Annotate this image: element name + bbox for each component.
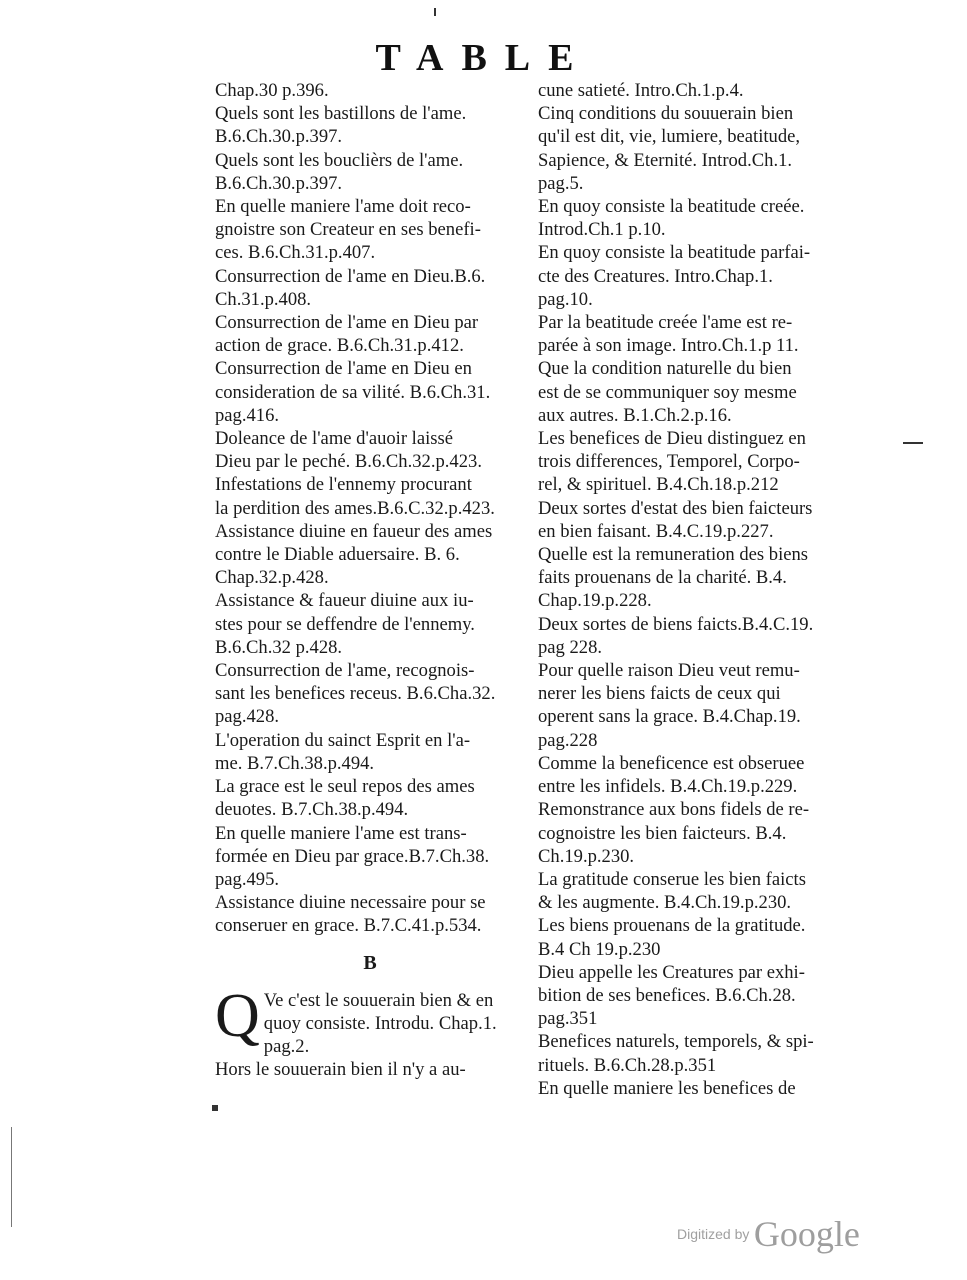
entry-line: cte des Creatures. Intro.Chap.1. (538, 265, 773, 287)
entry-line: parée à son image. Intro.Ch.1.p 11. (538, 335, 799, 357)
entry-line: formée en Dieu par grace.B.7.Ch.38. (215, 845, 490, 867)
index-entry (215, 589, 525, 659)
scan-mark (903, 442, 923, 444)
index-entry (538, 659, 856, 752)
entry-line: Les biens prouenans de la gratitude. (538, 915, 806, 937)
entry-line: Remonstrance aux bons fidels de re- (538, 799, 810, 821)
entry-line: Consurrection de l'ame, recognois- (215, 660, 475, 682)
page-title: TABLE (375, 37, 592, 79)
entry-line: & les augmente. B.4.Ch.19.p.230. (538, 892, 792, 914)
entry-line: Ch.19.p.230. (538, 845, 635, 867)
dropcap-line: quoy consiste. Introdu. Chap.1. (263, 1012, 497, 1034)
entry-line: Consurrection de l'ame en Dieu par (215, 312, 479, 334)
right-column (538, 79, 856, 1100)
index-entry (215, 891, 525, 937)
entry-line: pag.10. (538, 288, 593, 310)
entry-line: Assistance diuine necessaire pour se (215, 892, 486, 914)
entry-line: Assistance diuine en faueur des ames (215, 520, 493, 542)
left-entries-bottom (215, 1035, 525, 1081)
entry-line: aux autres. B.1.Ch.2.p.16. (538, 404, 732, 426)
entry-line: Chap.32.p.428. (215, 567, 329, 589)
entry-line: La grace est le seul repos des ames (215, 776, 475, 798)
entry-line: rel, & spirituel. B.4.Ch.18.p.212 (538, 474, 779, 496)
entry-line: en bien faisant. B.4.C.19.p.227. (538, 520, 774, 542)
scan-mark (11, 1127, 12, 1227)
entry-line: rituels. B.6.Ch.28.p.351 (538, 1054, 717, 1076)
entry-line: Que la condition naturelle du bien (538, 358, 792, 380)
entry-line: L'operation du sainct Esprit en l'a- (215, 729, 471, 751)
entry-line: pag.351 (538, 1008, 598, 1030)
entry-line: Les benefices de Dieu distinguez en (538, 428, 806, 450)
entry-line: action de grace. B.6.Ch.31.p.412. (215, 335, 464, 357)
scan-mark (434, 8, 436, 16)
index-entry (538, 914, 856, 960)
index-entry (215, 79, 525, 102)
entry-line: Pour quelle raison Dieu veut remu- (538, 660, 800, 682)
left-entries (215, 79, 525, 938)
entry-line: entre les infidels. B.4.Ch.19.p.229. (538, 776, 798, 798)
index-entry (538, 79, 856, 102)
entry-line: En quelle maniere l'ame doit reco- (215, 196, 471, 218)
entry-line: Deux sortes d'estat des bien faicteurs (538, 497, 813, 519)
entry-line: Quels sont les bouclièrs de l'ame. (215, 149, 464, 171)
entry-line: Ch.31.p.408. (215, 288, 312, 310)
entry-line: Hors le souuerain bien il n'y a au- (215, 1059, 466, 1081)
entry-line: La gratitude conserue les bien faicts (538, 868, 806, 890)
entry-line: bition de ses benefices. B.6.Ch.28. (538, 984, 796, 1006)
index-entry (215, 427, 525, 473)
entry-line: B.6.Ch.30.p.397. (215, 126, 343, 148)
entry-line: B.4 Ch 19.p.230 (538, 938, 661, 960)
index-entry (215, 1058, 525, 1081)
index-entry (538, 241, 856, 311)
entry-line: Cinq conditions du souuerain bien (538, 103, 794, 125)
entry-line: pag.2. (263, 1036, 310, 1058)
entry-line: Quels sont les bastillons de l'ame. (215, 103, 467, 125)
entry-line: pag.495. (215, 868, 280, 890)
entry-line: nerer les biens faicts de ceux qui (538, 683, 781, 705)
index-entry (215, 311, 525, 357)
entry-line: Consurrection de l'ame en Dieu en (215, 358, 472, 380)
entry-line: pag.228 (538, 729, 598, 751)
index-entry (538, 798, 856, 868)
index-entry (215, 775, 525, 821)
index-entry (215, 822, 525, 892)
digitized-by-text: Digitized by (677, 1226, 750, 1242)
index-entry (538, 868, 856, 914)
index-entry (215, 102, 525, 148)
entry-line: En quelle maniere les benefices de (538, 1077, 796, 1099)
index-entry (215, 195, 525, 265)
entry-line: Par la beatitude creée l'ame est re- (538, 312, 793, 334)
index-entry (215, 520, 525, 590)
entry-line: operent sans la grace. B.4.Chap.19. (538, 706, 801, 728)
entry-line: deuotes. B.7.Ch.38.p.494. (215, 799, 409, 821)
dropcap: Q (215, 981, 260, 1050)
entry-line: cognoistre les bien faicteurs. B.4. (538, 822, 787, 844)
entry-line: Doleance de l'ame d'auoir laissé (215, 428, 453, 450)
entry-line: Dieu appelle les Creatures par exhi- (538, 961, 805, 983)
scan-mark (212, 1105, 218, 1111)
entry-line: stes pour se deffendre de l'ennemy. (215, 613, 475, 635)
index-entry (538, 1030, 856, 1076)
entry-line: pag.416. (215, 404, 280, 426)
index-entry (538, 961, 856, 1031)
entry-line: cune satieté. Intro.Ch.1.p.4. (538, 80, 744, 101)
entry-line: consideration de sa vilité. B.6.Ch.31. (215, 381, 491, 403)
entry-line: Chap.19.p.228. (538, 590, 652, 612)
index-entry (538, 543, 856, 613)
entry-line: Deux sortes de biens faicts.B.4.C.19. (538, 613, 814, 635)
index-entry (538, 195, 856, 241)
entry-line: qu'il est dit, vie, lumiere, beatitude, (538, 126, 801, 148)
digitized-watermark (677, 1213, 860, 1255)
entry-line: Introd.Ch.1 p.10. (538, 219, 666, 241)
entry-line: Dieu par le peché. B.6.Ch.32.p.423. (215, 451, 482, 473)
index-entry (215, 357, 525, 427)
left-column (215, 79, 525, 1082)
right-entries (538, 79, 856, 1100)
index-entry (538, 427, 856, 497)
entry-line: gnoistre son Createur en ses benefi- (215, 219, 481, 241)
index-entry (215, 1035, 525, 1058)
index-entry (538, 497, 856, 543)
entry-line: sant les benefices receus. B.6.Cha.32. (215, 683, 496, 705)
google-logo: Google (753, 1214, 860, 1254)
index-entry (538, 1077, 856, 1100)
entry-line: pag.5. (538, 172, 584, 194)
entry-line: trois differences, Temporel, Corpo- (538, 451, 800, 473)
index-entry (538, 311, 856, 357)
dropcap-line: Ve c'est le souuerain bien & en (263, 989, 494, 1011)
entry-line: Consurrection de l'ame en Dieu.B.6. (215, 265, 486, 287)
entry-line: En quelle maniere l'ame est trans- (215, 822, 467, 844)
section-letter: B (363, 951, 377, 974)
entry-line: Chap.30 p.396. (215, 80, 329, 101)
entry-line: B.6.Ch.30.p.397. (215, 172, 343, 194)
entry-line: faits prouenans de la charité. B.4. (538, 567, 787, 589)
entry-line: Sapience, & Eternité. Introd.Ch.1. (538, 149, 793, 171)
entry-line: ces. B.6.Ch.31.p.407. (215, 242, 376, 264)
entry-line: pag.428. (215, 706, 280, 728)
index-entry (538, 752, 856, 798)
entry-line: Benefices naturels, temporels, & spi- (538, 1031, 814, 1053)
entry-line: En quoy consiste la beatitude creée. (538, 196, 805, 218)
index-entry (538, 613, 856, 659)
entry-line: pag 228. (538, 636, 603, 658)
index-entry (538, 102, 856, 195)
entry-line: contre le Diable aduersaire. B. 6. (215, 544, 460, 566)
entry-line: la perdition des ames.B.6.C.32.p.423. (215, 497, 495, 519)
index-entry (215, 149, 525, 195)
entry-line: Comme la beneficence est obseruee (538, 752, 805, 774)
entry-line: B.6.Ch.32 p.428. (215, 636, 343, 658)
entry-line: Infestations de l'ennemy procurant (215, 474, 472, 496)
entry-line: me. B.7.Ch.38.p.494. (215, 752, 375, 774)
entry-line: En quoy consiste la beatitude parfai- (538, 242, 811, 264)
index-entry (215, 265, 525, 311)
index-entry (538, 357, 856, 427)
index-entry (215, 659, 525, 729)
entry-line: Assistance & faueur diuine aux iu- (215, 590, 474, 612)
entry-line: est de se communiquer soy mesme (538, 381, 797, 403)
index-entry (215, 729, 525, 775)
entry-line: Quelle est la remuneration des biens (538, 544, 809, 566)
index-entry (215, 473, 525, 519)
entry-line: conseruer en grace. B.7.C.41.p.534. (215, 915, 482, 937)
